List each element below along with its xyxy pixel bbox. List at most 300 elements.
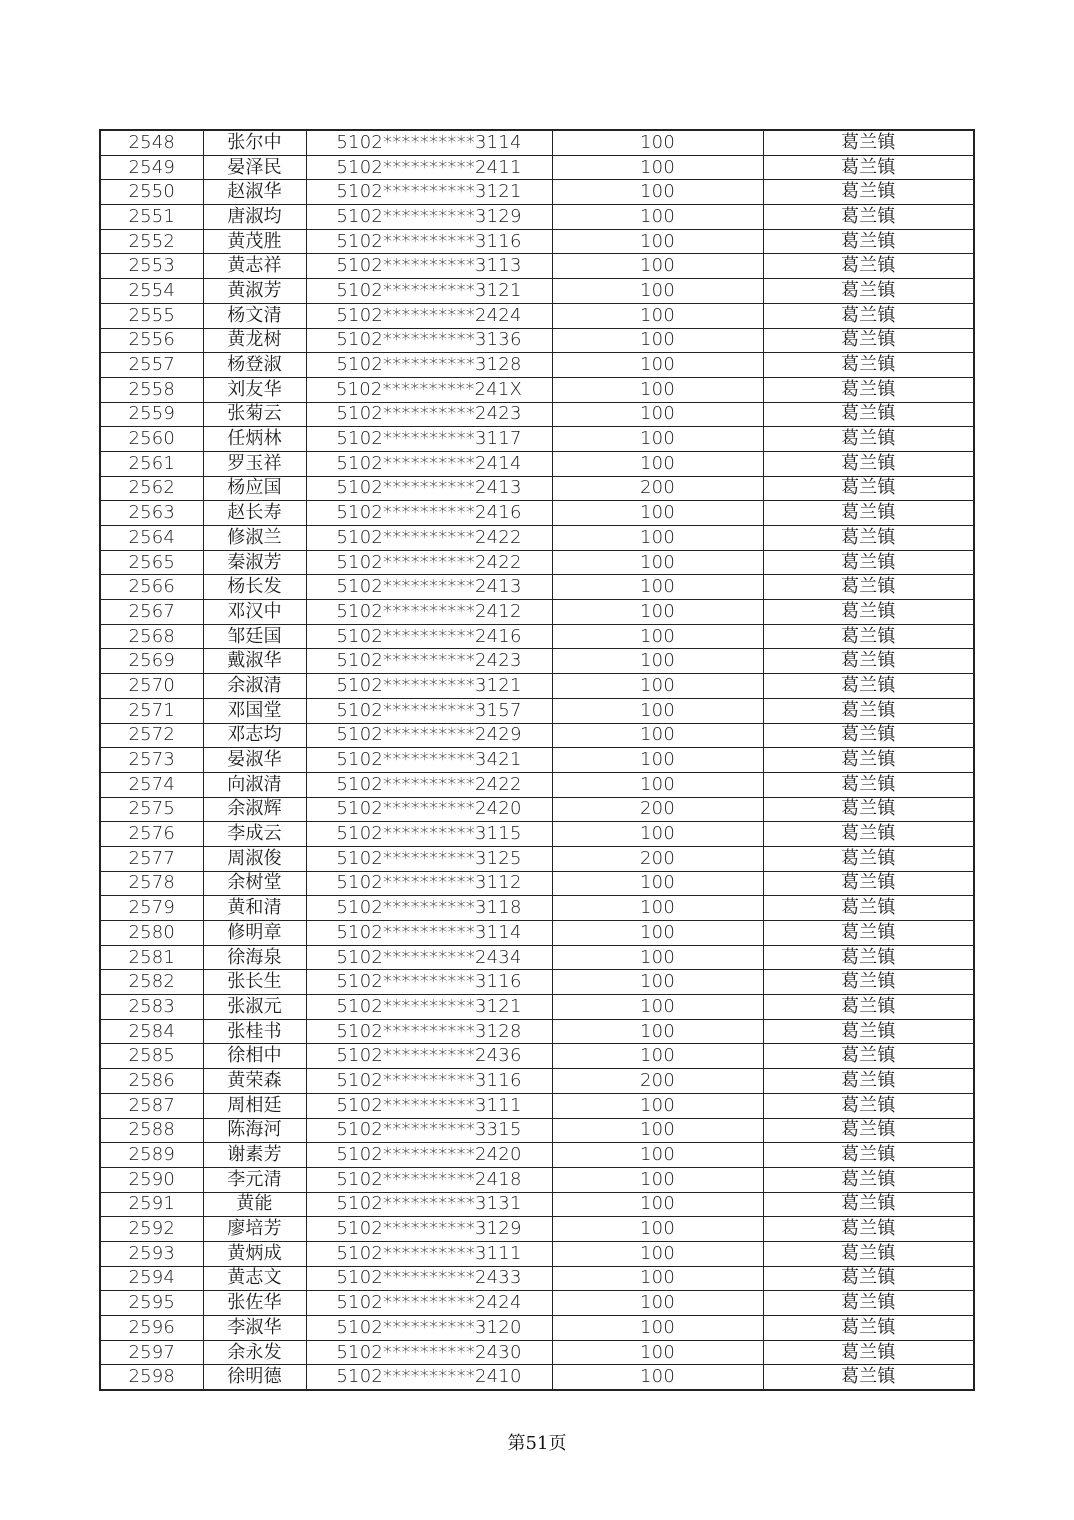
id-number-cell: 5102**********3315 bbox=[306, 1118, 552, 1143]
id-number-cell: 5102**********3128 bbox=[306, 353, 552, 378]
name-cell: 徐相中 bbox=[203, 1044, 306, 1069]
amount-cell: 100 bbox=[552, 674, 763, 699]
town-cell: 葛兰镇 bbox=[763, 649, 974, 674]
row-number-cell: 2595 bbox=[100, 1291, 203, 1316]
table-row bbox=[100, 328, 974, 353]
row-number-cell: 2555 bbox=[100, 303, 203, 328]
town-cell: 葛兰镇 bbox=[763, 155, 974, 180]
table-row bbox=[100, 180, 974, 205]
town-cell: 葛兰镇 bbox=[763, 871, 974, 896]
row-number-cell: 2560 bbox=[100, 427, 203, 452]
amount-cell: 200 bbox=[552, 797, 763, 822]
row-number-cell: 2572 bbox=[100, 723, 203, 748]
town-cell: 葛兰镇 bbox=[763, 674, 974, 699]
name-cell: 周相廷 bbox=[203, 1093, 306, 1118]
name-cell: 任炳林 bbox=[203, 427, 306, 452]
table-row bbox=[100, 402, 974, 427]
town-cell: 葛兰镇 bbox=[763, 698, 974, 723]
id-number-cell: 5102**********2424 bbox=[306, 1291, 552, 1316]
row-number-cell: 2596 bbox=[100, 1316, 203, 1341]
amount-cell: 100 bbox=[552, 427, 763, 452]
town-cell: 葛兰镇 bbox=[763, 575, 974, 600]
name-cell: 杨长发 bbox=[203, 575, 306, 600]
table-row bbox=[100, 945, 974, 970]
table-row bbox=[100, 896, 974, 921]
row-number-cell: 2589 bbox=[100, 1143, 203, 1168]
town-cell: 葛兰镇 bbox=[763, 600, 974, 625]
table-row bbox=[100, 846, 974, 871]
row-number-cell: 2580 bbox=[100, 921, 203, 946]
amount-cell: 100 bbox=[552, 501, 763, 526]
row-number-cell: 2550 bbox=[100, 180, 203, 205]
name-cell: 黄茂胜 bbox=[203, 229, 306, 254]
town-cell: 葛兰镇 bbox=[763, 1118, 974, 1143]
table-row bbox=[100, 1019, 974, 1044]
data-table-container bbox=[99, 129, 975, 1391]
id-number-cell: 5102**********3136 bbox=[306, 328, 552, 353]
table-row bbox=[100, 674, 974, 699]
name-cell: 杨应国 bbox=[203, 476, 306, 501]
table-row bbox=[100, 1143, 974, 1168]
table-row bbox=[100, 1118, 974, 1143]
id-number-cell: 5102**********2430 bbox=[306, 1340, 552, 1365]
row-number-cell: 2583 bbox=[100, 995, 203, 1020]
table-row bbox=[100, 797, 974, 822]
row-number-cell: 2571 bbox=[100, 698, 203, 723]
table-row bbox=[100, 451, 974, 476]
town-cell: 葛兰镇 bbox=[763, 970, 974, 995]
row-number-cell: 2567 bbox=[100, 600, 203, 625]
table-row bbox=[100, 748, 974, 773]
id-number-cell: 5102**********3113 bbox=[306, 254, 552, 279]
id-number-cell: 5102**********3121 bbox=[306, 674, 552, 699]
id-number-cell: 5102**********2416 bbox=[306, 624, 552, 649]
table-row bbox=[100, 1241, 974, 1266]
amount-cell: 100 bbox=[552, 377, 763, 402]
name-cell: 李元清 bbox=[203, 1167, 306, 1192]
amount-cell: 100 bbox=[552, 1192, 763, 1217]
amount-cell: 100 bbox=[552, 1266, 763, 1291]
town-cell: 葛兰镇 bbox=[763, 328, 974, 353]
amount-cell: 100 bbox=[552, 649, 763, 674]
id-number-cell: 5102**********2413 bbox=[306, 575, 552, 600]
amount-cell: 100 bbox=[552, 624, 763, 649]
data-table bbox=[99, 129, 975, 1391]
row-number-cell: 2548 bbox=[100, 130, 203, 155]
town-cell: 葛兰镇 bbox=[763, 377, 974, 402]
id-number-cell: 5102**********2422 bbox=[306, 550, 552, 575]
amount-cell: 100 bbox=[552, 279, 763, 304]
row-number-cell: 2564 bbox=[100, 526, 203, 551]
town-cell: 葛兰镇 bbox=[763, 451, 974, 476]
row-number-cell: 2588 bbox=[100, 1118, 203, 1143]
amount-cell: 200 bbox=[552, 476, 763, 501]
table-row bbox=[100, 698, 974, 723]
name-cell: 李淑华 bbox=[203, 1316, 306, 1341]
id-number-cell: 5102**********2412 bbox=[306, 600, 552, 625]
amount-cell: 100 bbox=[552, 254, 763, 279]
page-number: 第51页 bbox=[507, 1433, 567, 1454]
row-number-cell: 2592 bbox=[100, 1217, 203, 1242]
id-number-cell: 5102**********2422 bbox=[306, 526, 552, 551]
table-row bbox=[100, 995, 974, 1020]
id-number-cell: 5102**********3115 bbox=[306, 822, 552, 847]
name-cell: 杨文清 bbox=[203, 303, 306, 328]
table-row bbox=[100, 624, 974, 649]
amount-cell: 100 bbox=[552, 402, 763, 427]
row-number-cell: 2559 bbox=[100, 402, 203, 427]
table-row bbox=[100, 1044, 974, 1069]
row-number-cell: 2563 bbox=[100, 501, 203, 526]
name-cell: 余永发 bbox=[203, 1340, 306, 1365]
amount-cell: 100 bbox=[552, 575, 763, 600]
name-cell: 张菊云 bbox=[203, 402, 306, 427]
id-number-cell: 5102**********3421 bbox=[306, 748, 552, 773]
id-number-cell: 5102**********3116 bbox=[306, 970, 552, 995]
row-number-cell: 2558 bbox=[100, 377, 203, 402]
town-cell: 葛兰镇 bbox=[763, 501, 974, 526]
name-cell: 余树堂 bbox=[203, 871, 306, 896]
id-number-cell: 5102**********2418 bbox=[306, 1167, 552, 1192]
id-number-cell: 5102**********3117 bbox=[306, 427, 552, 452]
row-number-cell: 2579 bbox=[100, 896, 203, 921]
town-cell: 葛兰镇 bbox=[763, 921, 974, 946]
id-number-cell: 5102**********3116 bbox=[306, 1069, 552, 1094]
town-cell: 葛兰镇 bbox=[763, 353, 974, 378]
row-number-cell: 2597 bbox=[100, 1340, 203, 1365]
id-number-cell: 5102**********2410 bbox=[306, 1365, 552, 1390]
town-cell: 葛兰镇 bbox=[763, 1217, 974, 1242]
id-number-cell: 5102**********2436 bbox=[306, 1044, 552, 1069]
name-cell: 邹廷国 bbox=[203, 624, 306, 649]
town-cell: 葛兰镇 bbox=[763, 1069, 974, 1094]
name-cell: 徐明德 bbox=[203, 1365, 306, 1390]
amount-cell: 100 bbox=[552, 600, 763, 625]
town-cell: 葛兰镇 bbox=[763, 1266, 974, 1291]
table-row bbox=[100, 649, 974, 674]
name-cell: 张长生 bbox=[203, 970, 306, 995]
id-number-cell: 5102**********3129 bbox=[306, 1217, 552, 1242]
id-number-cell: 5102**********3125 bbox=[306, 846, 552, 871]
row-number-cell: 2553 bbox=[100, 254, 203, 279]
amount-cell: 100 bbox=[552, 1118, 763, 1143]
amount-cell: 100 bbox=[552, 748, 763, 773]
amount-cell: 100 bbox=[552, 1019, 763, 1044]
town-cell: 葛兰镇 bbox=[763, 624, 974, 649]
row-number-cell: 2551 bbox=[100, 205, 203, 230]
town-cell: 葛兰镇 bbox=[763, 1192, 974, 1217]
table-row bbox=[100, 205, 974, 230]
amount-cell: 100 bbox=[552, 1044, 763, 1069]
name-cell: 戴淑华 bbox=[203, 649, 306, 674]
town-cell: 葛兰镇 bbox=[763, 723, 974, 748]
row-number-cell: 2594 bbox=[100, 1266, 203, 1291]
name-cell: 黄荣森 bbox=[203, 1069, 306, 1094]
name-cell: 邓志均 bbox=[203, 723, 306, 748]
row-number-cell: 2554 bbox=[100, 279, 203, 304]
amount-cell: 100 bbox=[552, 723, 763, 748]
town-cell: 葛兰镇 bbox=[763, 1365, 974, 1390]
town-cell: 葛兰镇 bbox=[763, 550, 974, 575]
id-number-cell: 5102**********3118 bbox=[306, 896, 552, 921]
name-cell: 黄和清 bbox=[203, 896, 306, 921]
town-cell: 葛兰镇 bbox=[763, 180, 974, 205]
name-cell: 张佐华 bbox=[203, 1291, 306, 1316]
id-number-cell: 5102**********2414 bbox=[306, 451, 552, 476]
table-row bbox=[100, 1093, 974, 1118]
id-number-cell: 5102**********2433 bbox=[306, 1266, 552, 1291]
town-cell: 葛兰镇 bbox=[763, 822, 974, 847]
table-row bbox=[100, 1192, 974, 1217]
id-number-cell: 5102**********2416 bbox=[306, 501, 552, 526]
name-cell: 修明章 bbox=[203, 921, 306, 946]
amount-cell: 100 bbox=[552, 945, 763, 970]
id-number-cell: 5102**********2429 bbox=[306, 723, 552, 748]
id-number-cell: 5102**********3114 bbox=[306, 130, 552, 155]
row-number-cell: 2591 bbox=[100, 1192, 203, 1217]
id-number-cell: 5102**********3114 bbox=[306, 921, 552, 946]
name-cell: 晏淑华 bbox=[203, 748, 306, 773]
row-number-cell: 2549 bbox=[100, 155, 203, 180]
row-number-cell: 2578 bbox=[100, 871, 203, 896]
amount-cell: 100 bbox=[552, 1365, 763, 1390]
row-number-cell: 2565 bbox=[100, 550, 203, 575]
name-cell: 徐海泉 bbox=[203, 945, 306, 970]
table-row bbox=[100, 427, 974, 452]
town-cell: 葛兰镇 bbox=[763, 995, 974, 1020]
id-number-cell: 5102**********3121 bbox=[306, 180, 552, 205]
name-cell: 向淑清 bbox=[203, 772, 306, 797]
name-cell: 陈海河 bbox=[203, 1118, 306, 1143]
name-cell: 黄龙树 bbox=[203, 328, 306, 353]
town-cell: 葛兰镇 bbox=[763, 1143, 974, 1168]
name-cell: 李成云 bbox=[203, 822, 306, 847]
amount-cell: 100 bbox=[552, 822, 763, 847]
table-row bbox=[100, 723, 974, 748]
id-number-cell: 5102**********3111 bbox=[306, 1093, 552, 1118]
table-row bbox=[100, 1266, 974, 1291]
table-row bbox=[100, 377, 974, 402]
amount-cell: 100 bbox=[552, 1316, 763, 1341]
table-row bbox=[100, 1291, 974, 1316]
row-number-cell: 2570 bbox=[100, 674, 203, 699]
town-cell: 葛兰镇 bbox=[763, 254, 974, 279]
table-row bbox=[100, 1316, 974, 1341]
id-number-cell: 5102**********2420 bbox=[306, 1143, 552, 1168]
row-number-cell: 2556 bbox=[100, 328, 203, 353]
amount-cell: 100 bbox=[552, 303, 763, 328]
town-cell: 葛兰镇 bbox=[763, 772, 974, 797]
row-number-cell: 2557 bbox=[100, 353, 203, 378]
amount-cell: 100 bbox=[552, 1291, 763, 1316]
amount-cell: 100 bbox=[552, 130, 763, 155]
name-cell: 赵淑华 bbox=[203, 180, 306, 205]
amount-cell: 100 bbox=[552, 1217, 763, 1242]
town-cell: 葛兰镇 bbox=[763, 1241, 974, 1266]
amount-cell: 200 bbox=[552, 846, 763, 871]
id-number-cell: 5102**********3121 bbox=[306, 279, 552, 304]
amount-cell: 100 bbox=[552, 921, 763, 946]
table-row bbox=[100, 575, 974, 600]
town-cell: 葛兰镇 bbox=[763, 1316, 974, 1341]
amount-cell: 100 bbox=[552, 550, 763, 575]
amount-cell: 100 bbox=[552, 970, 763, 995]
name-cell: 廖培芳 bbox=[203, 1217, 306, 1242]
amount-cell: 100 bbox=[552, 451, 763, 476]
table-row bbox=[100, 526, 974, 551]
town-cell: 葛兰镇 bbox=[763, 748, 974, 773]
name-cell: 罗玉祥 bbox=[203, 451, 306, 476]
table-row bbox=[100, 476, 974, 501]
name-cell: 张桂书 bbox=[203, 1019, 306, 1044]
table-row bbox=[100, 970, 974, 995]
town-cell: 葛兰镇 bbox=[763, 303, 974, 328]
id-number-cell: 5102**********3131 bbox=[306, 1192, 552, 1217]
row-number-cell: 2561 bbox=[100, 451, 203, 476]
amount-cell: 100 bbox=[552, 1167, 763, 1192]
amount-cell: 100 bbox=[552, 1241, 763, 1266]
amount-cell: 100 bbox=[552, 229, 763, 254]
row-number-cell: 2562 bbox=[100, 476, 203, 501]
town-cell: 葛兰镇 bbox=[763, 846, 974, 871]
table-row bbox=[100, 822, 974, 847]
amount-cell: 100 bbox=[552, 1093, 763, 1118]
town-cell: 葛兰镇 bbox=[763, 279, 974, 304]
table-row bbox=[100, 155, 974, 180]
table-row bbox=[100, 1340, 974, 1365]
row-number-cell: 2593 bbox=[100, 1241, 203, 1266]
amount-cell: 100 bbox=[552, 772, 763, 797]
id-number-cell: 5102**********2420 bbox=[306, 797, 552, 822]
id-number-cell: 5102**********2413 bbox=[306, 476, 552, 501]
town-cell: 葛兰镇 bbox=[763, 896, 974, 921]
town-cell: 葛兰镇 bbox=[763, 229, 974, 254]
name-cell: 唐淑均 bbox=[203, 205, 306, 230]
row-number-cell: 2566 bbox=[100, 575, 203, 600]
row-number-cell: 2581 bbox=[100, 945, 203, 970]
table-row bbox=[100, 1365, 974, 1390]
id-number-cell: 5102**********2411 bbox=[306, 155, 552, 180]
id-number-cell: 5102**********3121 bbox=[306, 995, 552, 1020]
table-row bbox=[100, 600, 974, 625]
id-number-cell: 5102**********3129 bbox=[306, 205, 552, 230]
table-row bbox=[100, 871, 974, 896]
town-cell: 葛兰镇 bbox=[763, 1167, 974, 1192]
id-number-cell: 5102**********241X bbox=[306, 377, 552, 402]
town-cell: 葛兰镇 bbox=[763, 402, 974, 427]
id-number-cell: 5102**********3116 bbox=[306, 229, 552, 254]
amount-cell: 200 bbox=[552, 1069, 763, 1094]
name-cell: 余淑清 bbox=[203, 674, 306, 699]
row-number-cell: 2575 bbox=[100, 797, 203, 822]
town-cell: 葛兰镇 bbox=[763, 526, 974, 551]
table-row bbox=[100, 303, 974, 328]
amount-cell: 100 bbox=[552, 328, 763, 353]
row-number-cell: 2598 bbox=[100, 1365, 203, 1390]
town-cell: 葛兰镇 bbox=[763, 1093, 974, 1118]
name-cell: 秦淑芳 bbox=[203, 550, 306, 575]
name-cell: 晏泽民 bbox=[203, 155, 306, 180]
name-cell: 黄能 bbox=[203, 1192, 306, 1217]
id-number-cell: 5102**********3112 bbox=[306, 871, 552, 896]
row-number-cell: 2569 bbox=[100, 649, 203, 674]
id-number-cell: 5102**********2422 bbox=[306, 772, 552, 797]
name-cell: 黄志祥 bbox=[203, 254, 306, 279]
table-row bbox=[100, 1167, 974, 1192]
amount-cell: 100 bbox=[552, 871, 763, 896]
row-number-cell: 2552 bbox=[100, 229, 203, 254]
row-number-cell: 2582 bbox=[100, 970, 203, 995]
name-cell: 杨登淑 bbox=[203, 353, 306, 378]
town-cell: 葛兰镇 bbox=[763, 945, 974, 970]
id-number-cell: 5102**********3157 bbox=[306, 698, 552, 723]
name-cell: 黄志文 bbox=[203, 1266, 306, 1291]
id-number-cell: 5102**********2434 bbox=[306, 945, 552, 970]
amount-cell: 100 bbox=[552, 1340, 763, 1365]
table-row bbox=[100, 254, 974, 279]
table-row bbox=[100, 501, 974, 526]
name-cell: 张淑元 bbox=[203, 995, 306, 1020]
row-number-cell: 2584 bbox=[100, 1019, 203, 1044]
table-row bbox=[100, 772, 974, 797]
row-number-cell: 2586 bbox=[100, 1069, 203, 1094]
name-cell: 黄炳成 bbox=[203, 1241, 306, 1266]
row-number-cell: 2568 bbox=[100, 624, 203, 649]
amount-cell: 100 bbox=[552, 353, 763, 378]
amount-cell: 100 bbox=[552, 698, 763, 723]
row-number-cell: 2590 bbox=[100, 1167, 203, 1192]
id-number-cell: 5102**********3128 bbox=[306, 1019, 552, 1044]
town-cell: 葛兰镇 bbox=[763, 1019, 974, 1044]
amount-cell: 100 bbox=[552, 180, 763, 205]
row-number-cell: 2577 bbox=[100, 846, 203, 871]
table-row bbox=[100, 1069, 974, 1094]
row-number-cell: 2573 bbox=[100, 748, 203, 773]
table-row bbox=[100, 130, 974, 155]
table-row bbox=[100, 279, 974, 304]
table-row bbox=[100, 1217, 974, 1242]
name-cell: 赵长寿 bbox=[203, 501, 306, 526]
table-row bbox=[100, 921, 974, 946]
name-cell: 周淑俊 bbox=[203, 846, 306, 871]
id-number-cell: 5102**********3120 bbox=[306, 1316, 552, 1341]
row-number-cell: 2576 bbox=[100, 822, 203, 847]
id-number-cell: 5102**********2423 bbox=[306, 649, 552, 674]
name-cell: 刘友华 bbox=[203, 377, 306, 402]
town-cell: 葛兰镇 bbox=[763, 1044, 974, 1069]
name-cell: 余淑辉 bbox=[203, 797, 306, 822]
row-number-cell: 2574 bbox=[100, 772, 203, 797]
id-number-cell: 5102**********2423 bbox=[306, 402, 552, 427]
name-cell: 修淑兰 bbox=[203, 526, 306, 551]
town-cell: 葛兰镇 bbox=[763, 205, 974, 230]
town-cell: 葛兰镇 bbox=[763, 1291, 974, 1316]
amount-cell: 100 bbox=[552, 896, 763, 921]
id-number-cell: 5102**********2424 bbox=[306, 303, 552, 328]
town-cell: 葛兰镇 bbox=[763, 797, 974, 822]
table-body bbox=[100, 130, 974, 1390]
amount-cell: 100 bbox=[552, 1143, 763, 1168]
town-cell: 葛兰镇 bbox=[763, 1340, 974, 1365]
table-row bbox=[100, 229, 974, 254]
name-cell: 邓汉中 bbox=[203, 600, 306, 625]
name-cell: 邓国堂 bbox=[203, 698, 306, 723]
row-number-cell: 2585 bbox=[100, 1044, 203, 1069]
amount-cell: 100 bbox=[552, 995, 763, 1020]
id-number-cell: 5102**********3111 bbox=[306, 1241, 552, 1266]
amount-cell: 100 bbox=[552, 155, 763, 180]
name-cell: 黄淑芳 bbox=[203, 279, 306, 304]
